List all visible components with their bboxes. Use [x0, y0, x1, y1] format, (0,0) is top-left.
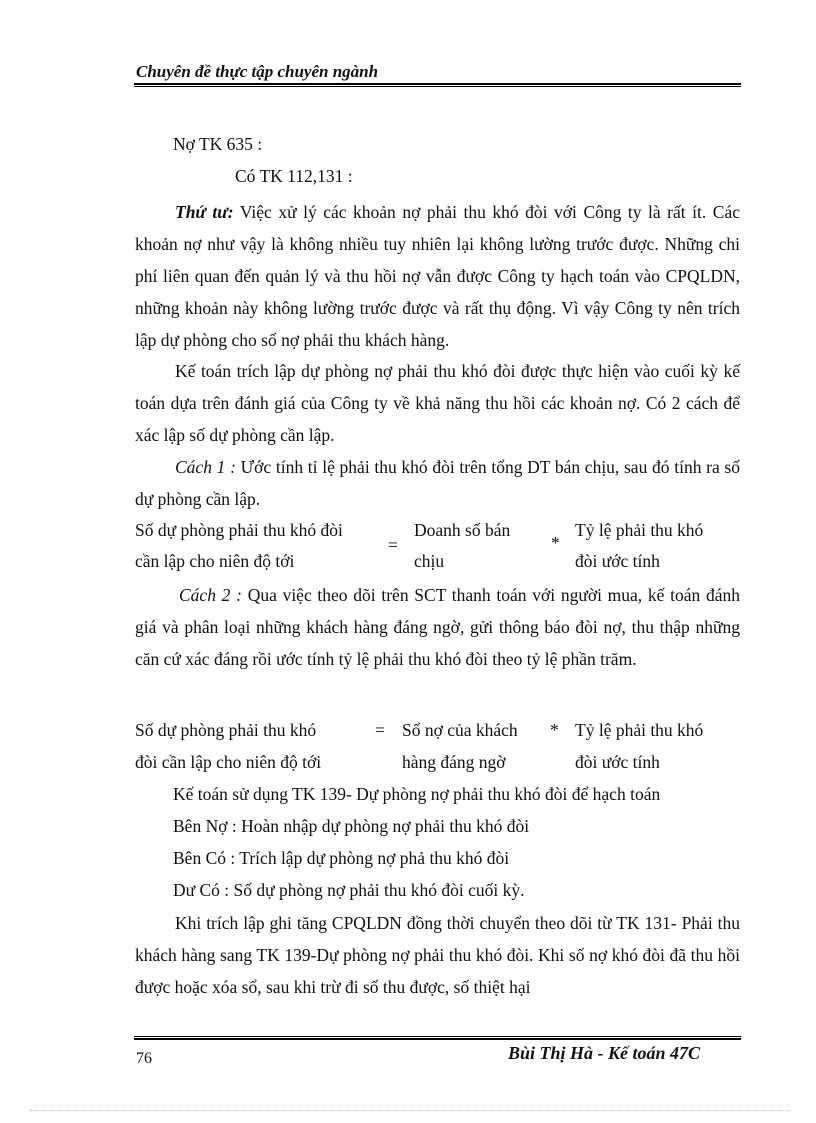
paragraph-accounting: Kế toán trích lập dự phòng nợ phải thu khó đòi được thực hiện vào cuối kỳ kế toán dựa trên đánh giá của Công ty về khả năng thu hồi các khoản nợ. Có 2 cách để xác lập số dự phòng cần lập. [135, 361, 740, 445]
formula-1-right-line-1: Tỷ lệ phải thu khó [575, 520, 704, 540]
page-number: 76 [136, 1050, 152, 1067]
formula-2-right-line-2: đòi ước tính [575, 752, 660, 772]
method-1-label: Cách 1 : [175, 457, 236, 477]
formula-1-left-line-2: cần lập cho niên độ tới [135, 551, 295, 571]
formula-2-mid-line-1: Số nợ của khách [402, 720, 518, 740]
page-edge-divider [30, 1110, 790, 1111]
entry-credit: Có TK 112,131 : [235, 166, 353, 186]
formula-1-equals: = [388, 535, 398, 555]
formula-2-left-line-1: Số dự phòng phải thu khó [135, 720, 317, 740]
formula-2-times: * [550, 720, 559, 740]
paragraph-method-1 [135, 451, 740, 515]
method-2-label: Cách 2 : [179, 585, 242, 605]
formula-2-mid-line-2: hàng đáng ngờ [402, 752, 506, 772]
paragraph-fourth-text: Việc xử lý các khoản nợ phải thu khó đòi với Công ty là rất ít. Các khoản nợ như vậy là không nhiều tuy nhiên lại không lường trước được. Những chi phí liên quan đến quản lý và thu hồi nợ vẫn được Công ty hạch toán vào CPQLDN, những khoản này không lường trước được và rất thụ động. Vì vậy Công ty nên trích lập dự phòng cho số nợ phải thu khách hàng. [135, 202, 740, 350]
header-title: Chuyên đề thực tập chuyên ngành [136, 62, 379, 81]
formula-2-right-line-1: Tỷ lệ phải thu khó [575, 720, 704, 740]
formula-1-mid-line-2: chịu [414, 551, 445, 571]
line-credit-side: Bên Có : Trích lập dự phòng nợ phả thu khó đòi [173, 848, 510, 868]
formula-2-equals: = [375, 720, 385, 740]
line-tk139: Kế toán sử dụng TK 139- Dự phòng nợ phải thu khó đòi để hạch toán [173, 784, 661, 804]
paragraph-fourth-label: Thứ tư: [175, 202, 234, 222]
footer-rule [134, 1036, 741, 1040]
method-1-text: Ước tính tỉ lệ phải thu khó đòi trên tổng DT bán chịu, sau đó tính ra số dự phòng cần lập. [135, 457, 740, 509]
header-rule [134, 83, 741, 87]
paragraph-final: Khi trích lập ghi tăng CPQLDN đồng thời chuyển theo dõi từ TK 131- Phải thu khách hàng sang TK 139-Dự phòng nợ phải thu khó đòi. Khi số nợ khó đòi đã thu hồi được hoặc xóa sổ, sau khi trừ đi số thu được, số thiệt hại [135, 913, 740, 997]
entry-debit: Nợ TK 635 : [173, 134, 263, 154]
formula-1-times: * [551, 533, 560, 553]
method-2-text: Qua việc theo dõi trên SCT thanh toán với người mua, kế toán đánh giá và phân loại những khách hàng đáng ngờ, gửi thông báo đòi nợ, thu thập những căn cứ xác đáng rồi ước tính tỷ lệ phải thu khó đòi theo tỷ lệ phần trăm. [135, 585, 740, 669]
line-credit-balance: Dư Có : Số dự phòng nợ phải thu khó đòi cuối kỳ. [173, 880, 525, 900]
formula-1-left-line-1: Số dự phòng phải thu khó đòi [135, 520, 343, 540]
paragraph-fourth [135, 196, 740, 356]
formula-2-left-line-2: đòi cần lập cho niên độ tới [135, 752, 322, 772]
footer-author: Bùi Thị Hà - Kế toán 47C [508, 1043, 701, 1063]
line-debit-side: Bên Nợ : Hoàn nhập dự phòng nợ phải thu khó đòi [173, 816, 530, 836]
formula-1-right-line-2: đòi ước tính [575, 551, 660, 571]
paragraph-method-2 [135, 579, 740, 675]
formula-1-mid-line-1: Doanh số bán [414, 520, 511, 540]
